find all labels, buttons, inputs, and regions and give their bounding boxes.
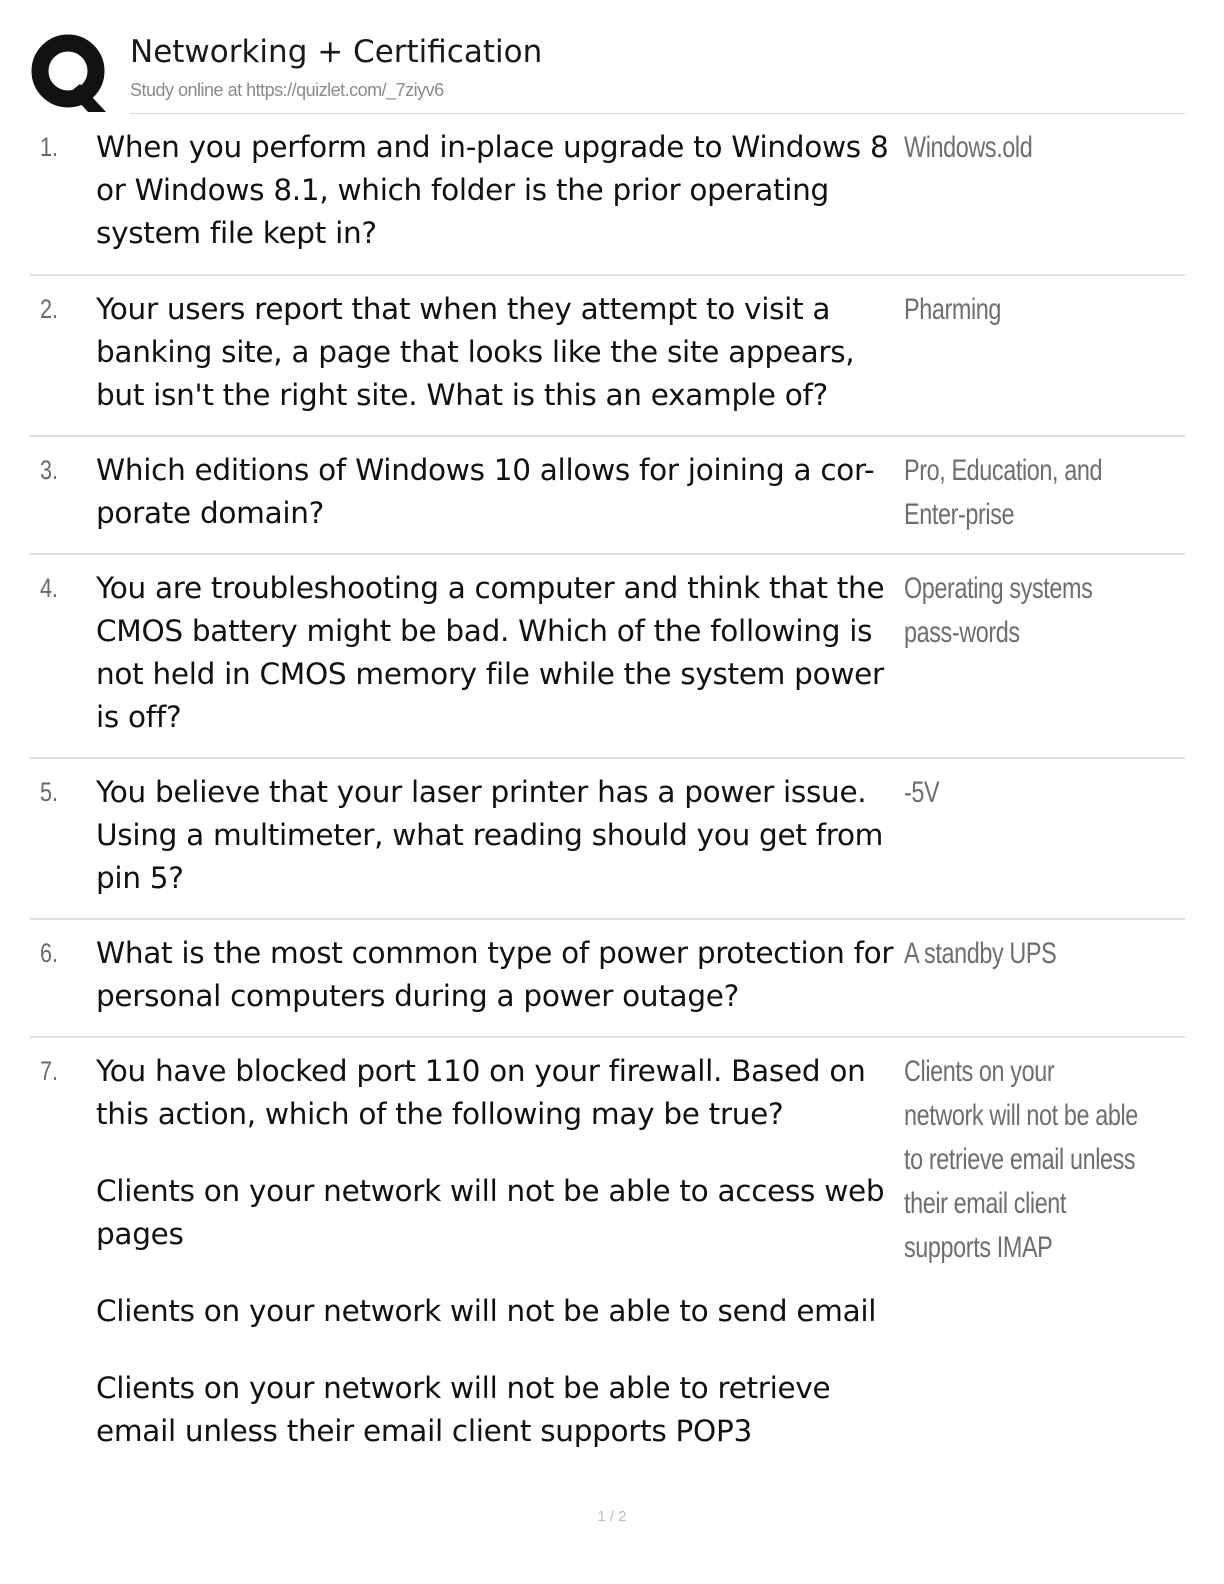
card-term bbox=[96, 932, 902, 1018]
term-option-text: Clients on your network will not be able to send email bbox=[96, 1294, 877, 1328]
card-definition: A standby UPS bbox=[904, 937, 1057, 970]
flashcard-row bbox=[30, 276, 1185, 437]
card-number: 5. bbox=[40, 777, 59, 807]
study-online-link-text[interactable]: Study online at https://quizlet.com/_7ziyv6 bbox=[130, 80, 444, 100]
card-number: 3. bbox=[40, 455, 59, 485]
card-number: 7. bbox=[40, 1056, 59, 1086]
card-term bbox=[96, 126, 902, 255]
card-number: 6. bbox=[40, 938, 59, 968]
card-term bbox=[96, 449, 902, 535]
quizlet-q-logo-icon bbox=[30, 32, 110, 112]
flashcard-row bbox=[30, 114, 1185, 276]
page-indicator: 1 / 2 bbox=[597, 1508, 627, 1525]
term-text: Your users report that when they attempt to visit a banking site, a page that looks like the site appears, but isn't the right site. What is this an example of? bbox=[96, 292, 855, 412]
card-definition: Pharming bbox=[904, 293, 1002, 326]
term-text: You believe that your laser printer has a power issue. Using a multimeter, what reading should you get from pin 5? bbox=[96, 775, 884, 895]
term-option-text: Clients on your network will not be able to access web pages bbox=[96, 1174, 885, 1251]
card-definition: -5V bbox=[904, 776, 940, 809]
card-number: 2. bbox=[40, 294, 59, 324]
card-number: 1. bbox=[40, 132, 59, 162]
card-term bbox=[96, 567, 902, 739]
card-definition: Windows.old bbox=[904, 131, 1033, 164]
flashcard-row bbox=[30, 1038, 1185, 1468]
card-definition: Clients on your network will not be able to retrieve email unless their email client supports IMAP bbox=[904, 1055, 1138, 1264]
flashcard-row bbox=[30, 920, 1185, 1038]
term-text: You are troubleshooting a computer and think that the CMOS battery might be bad. Which of the following is not held in CMOS memory file while the system power is off? bbox=[96, 571, 885, 734]
page-title: Networking + Certification bbox=[130, 34, 543, 70]
flashcard-row bbox=[30, 437, 1185, 555]
term-text: You have blocked port 110 on your firewall. Based on this action, which of the following may be true? bbox=[96, 1054, 866, 1131]
document-header bbox=[30, 30, 1185, 114]
card-definition: Pro, Education, and Enter-prise bbox=[904, 454, 1103, 531]
card-definition: Operating systems pass-words bbox=[904, 572, 1093, 649]
card-term bbox=[96, 771, 902, 900]
card-term bbox=[96, 288, 902, 417]
card-number: 4. bbox=[40, 573, 59, 603]
flashcard-row bbox=[30, 759, 1185, 920]
term-text: When you perform and in-place upgrade to Windows 8 or Windows 8.1, which folder is the prior operating system file kept in? bbox=[96, 130, 889, 250]
card-term bbox=[96, 1050, 902, 1453]
term-text: Which editions of Windows 10 allows for joining a cor-porate domain? bbox=[96, 453, 875, 530]
flashcard-row bbox=[30, 555, 1185, 759]
term-text: What is the most common type of power protection for personal computers during a power outage? bbox=[96, 936, 894, 1013]
term-option-text: Clients on your network will not be able to retrieve email unless their email client supports POP3 bbox=[96, 1371, 831, 1448]
